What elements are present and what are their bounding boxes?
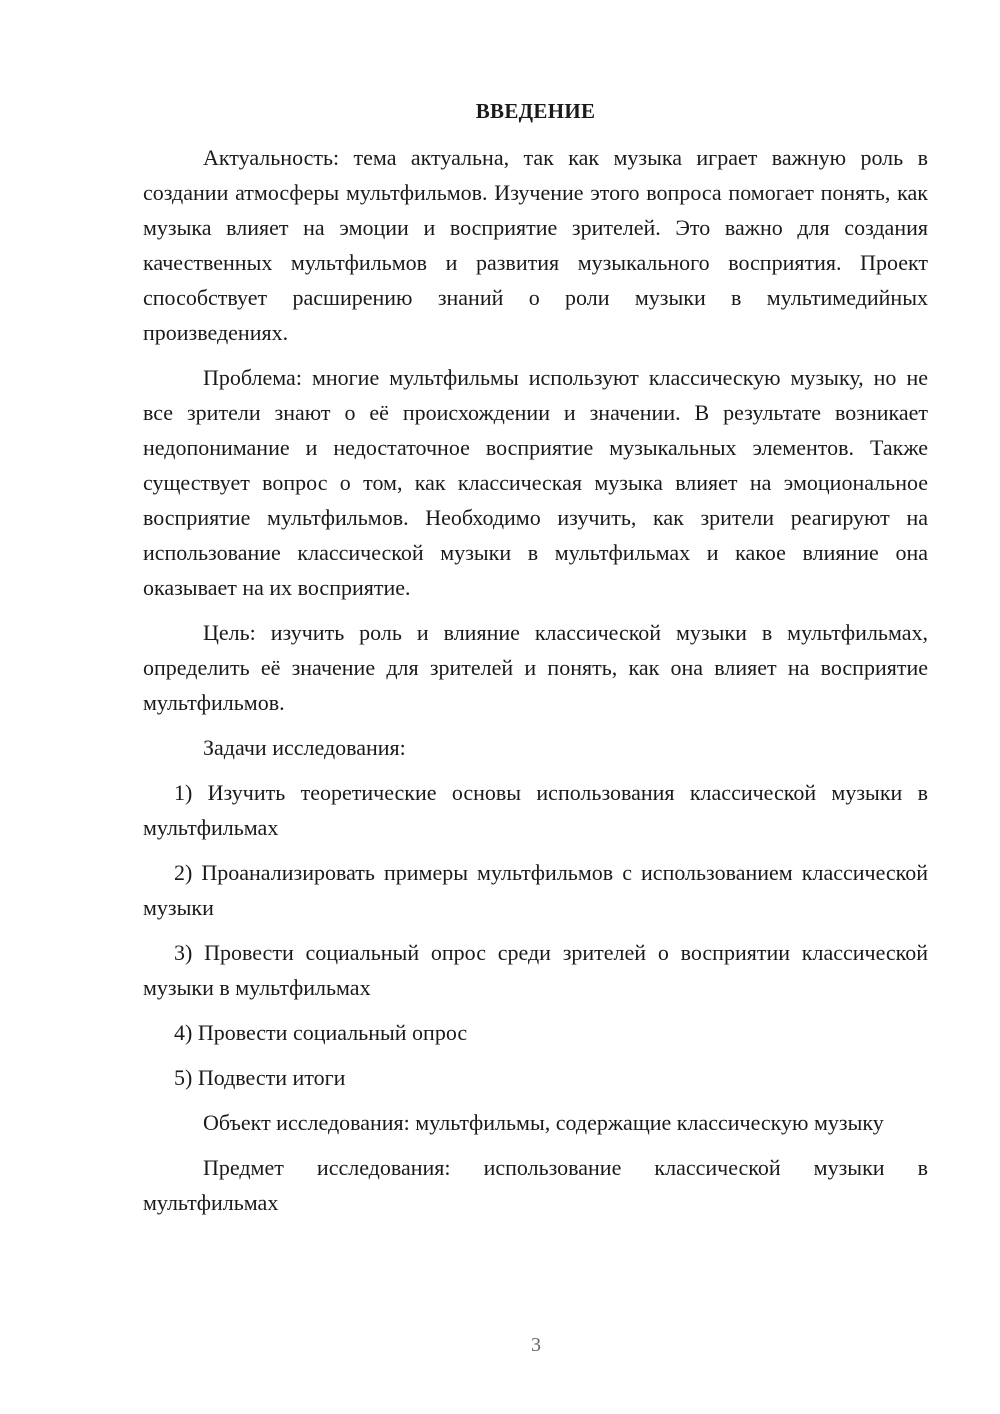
goal-paragraph: Цель: изучить роль и влияние классической музыки в мультфильмах, определить её значение для зрителей и понять, как она влияет на восприятие мультфильмов. [143,620,928,715]
task-item-2: 2) Проанализировать примеры мультфильмов с использованием классической музыки [143,860,928,920]
task-item-5: 5) Подвести итоги [174,1065,346,1090]
object-paragraph: Объект исследования: мультфильмы, содержащие классическую музыку [203,1110,884,1135]
subject-paragraph: Предмет исследования: использование классической музыки в мультфильмах [143,1155,928,1215]
task-item-1: 1) Изучить теоретические основы использования классической музыки в мультфильмах [143,780,928,840]
page-content [143,96,928,1230]
task-item-3: 3) Провести социальный опрос среди зрителей о восприятии классической музыки в мультфильмах [143,940,928,1000]
section-title: ВВЕДЕНИЕ [475,99,596,123]
task-item-4: 4) Провести социальный опрос [174,1020,468,1045]
page-number: 3 [531,1334,541,1356]
tasks-heading: Задачи исследования: [203,735,406,760]
problem-paragraph: Проблема: многие мультфильмы используют классическую музыку, но не все зрители знают о её происхождении и значении. В результате возникает недопонимание и недостаточное восприятие музыкальных элементов. Также существует вопрос о том, как классическая музыка влияет на эмоциональное восприятие мультфильмов. Необходимо изучить, как зрители реагируют на использование классической музыки в мультфильмах и какое влияние она оказывает на их восприятие. [143,365,928,600]
relevance-paragraph: Актуальность: тема актуальна, так как музыка играет важную роль в создании атмосферы мультфильмов. Изучение этого вопроса помогает понять, как музыка влияет на эмоции и восприятие зрителей. Это важно для создания качественных мультфильмов и развития музыкального восприятия. Проект способствует расширению знаний о роли музыки в мультимедийных произведениях. [143,145,928,345]
